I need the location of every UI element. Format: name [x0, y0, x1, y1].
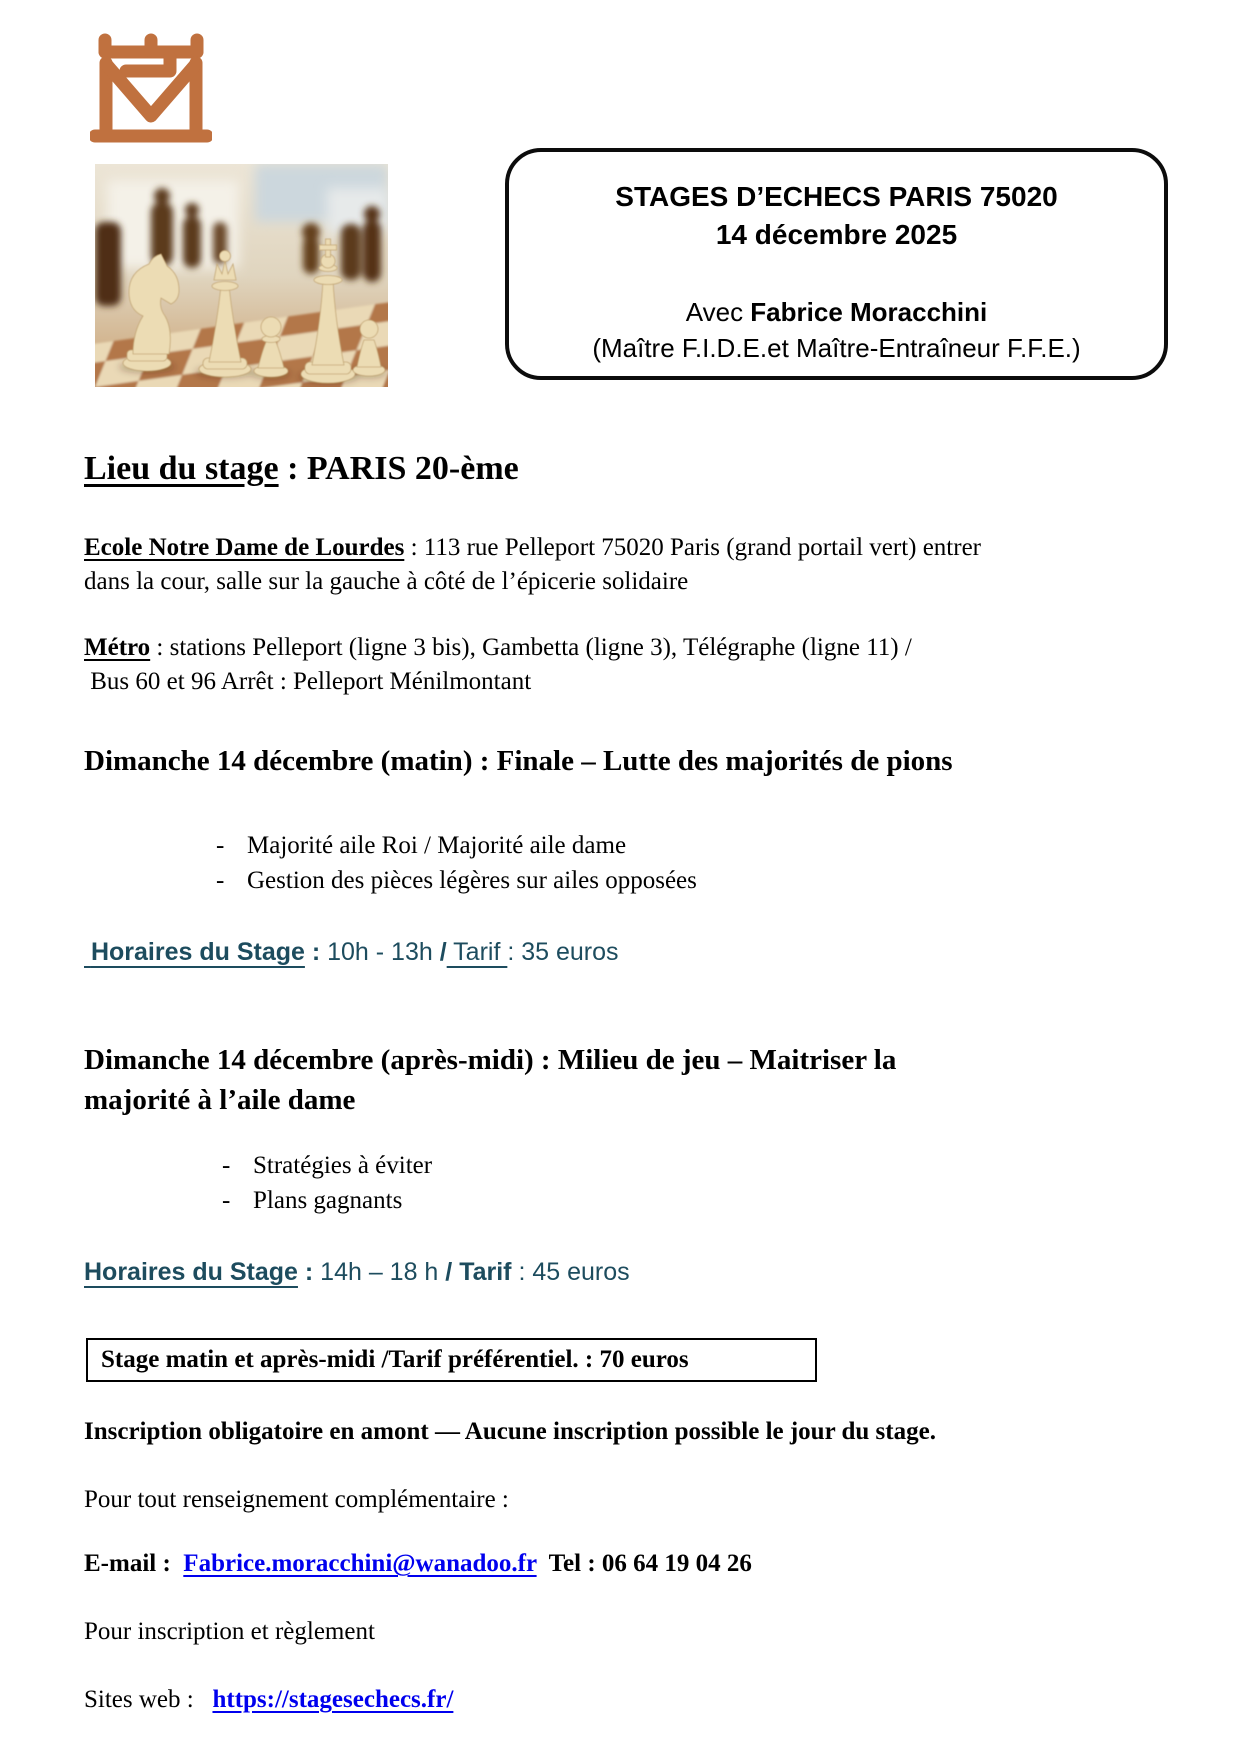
- colon: :: [297, 1258, 321, 1286]
- combined-offer-box: [86, 1338, 817, 1382]
- combined-offer-text: Stage matin et après-midi /Tarif préférentiel. : 70 euros: [101, 1346, 689, 1373]
- stage-title: STAGES D’ECHECS PARIS 75020: [615, 181, 1058, 212]
- presenter-credentials: (Maître F.I.D.E.et Maître-Entraîneur F.F.E.): [592, 333, 1081, 363]
- tarif-value: : 45 euros: [511, 1258, 630, 1286]
- list-item-text: Plans gagnants: [253, 1187, 403, 1214]
- slash: /: [439, 938, 447, 966]
- afternoon-session-heading: [84, 1040, 896, 1120]
- lead-space: [84, 938, 91, 966]
- school-label: Ecole Notre Dame de Lourdes: [84, 534, 405, 561]
- registration-notice: Inscription obligatoire en amont — Aucune inscription possible le jour du stage.: [84, 1418, 936, 1445]
- chess-pieces-photo: [95, 164, 388, 387]
- crown-icon: [105, 40, 197, 71]
- dash-bullet: -: [216, 832, 225, 859]
- afternoon-heading-line1: Dimanche 14 décembre (après-midi) : Milieu de jeu – Maitriser la: [84, 1044, 897, 1076]
- chess-club-logo-icon: [90, 30, 212, 144]
- website-link[interactable]: https://stagesechecs.fr/: [212, 1686, 454, 1713]
- avec-text: Avec: [685, 297, 751, 327]
- morning-session-heading: Dimanche 14 décembre (matin) : Finale – Lutte des majorités de pions: [84, 745, 953, 777]
- tarif-label: / Tarif: [445, 1258, 512, 1286]
- afternoon-session-list: [222, 1148, 432, 1218]
- afternoon-heading-line2: majorité à l’aile dame: [84, 1084, 356, 1116]
- title-box: [505, 148, 1168, 380]
- presenter-line: [509, 294, 1164, 330]
- school-address-line1: : 113 rue Pelleport 75020 Paris (grand portail vert) entrer: [404, 534, 981, 561]
- school-address-line2: dans la cour, salle sur la gauche à côté de l’épicerie solidaire: [84, 568, 689, 595]
- dash-bullet: -: [216, 867, 225, 894]
- metro-line1: : stations Pelleport (ligne 3 bis), Gambetta (ligne 3), Télégraphe (ligne 11) /: [150, 634, 912, 661]
- contact-intro: Pour tout renseignement complémentaire :: [84, 1486, 509, 1513]
- list-item: [216, 828, 697, 863]
- metro-label: Métro: [84, 634, 151, 661]
- list-item: [222, 1183, 432, 1218]
- list-item: [222, 1148, 432, 1183]
- schedule-label: Horaires du Stage: [84, 1258, 298, 1286]
- list-item-text: Majorité aile Roi / Majorité aile dame: [247, 832, 627, 859]
- dash-bullet: -: [222, 1152, 231, 1179]
- website-label: Sites web :: [84, 1686, 213, 1713]
- schedule-time: 14h – 18 h: [320, 1258, 446, 1286]
- contact-line: [84, 1550, 752, 1578]
- afternoon-schedule-line: [84, 1258, 630, 1287]
- schedule-label: Horaires du Stage: [90, 938, 305, 966]
- stage-date: 14 décembre 2025: [715, 219, 958, 250]
- location-heading: [84, 450, 519, 488]
- presenter-name: Fabrice Moracchini: [750, 297, 988, 327]
- dash-bullet: -: [222, 1187, 231, 1214]
- registration-line: Pour inscription et règlement: [84, 1618, 375, 1645]
- list-item-text: Gestion des pièces légères sur ailes opposées: [247, 867, 697, 894]
- school-address: [84, 531, 1134, 599]
- schedule-time: 10h - 13h: [327, 938, 440, 966]
- list-item-text: Stratégies à éviter: [253, 1152, 433, 1179]
- colon: :: [304, 938, 328, 966]
- morning-schedule-line: [84, 938, 619, 967]
- list-item: [216, 863, 697, 898]
- location-label: Lieu du stage: [84, 450, 279, 487]
- morning-session-list: [216, 828, 697, 898]
- tarif-label: Tarif: [446, 938, 508, 966]
- bus-line: Bus 60 et 96 Arrêt : Pelleport Ménilmontant: [84, 668, 532, 695]
- phone-number: Tel : 06 64 19 04 26: [536, 1550, 752, 1577]
- location-value: : PARIS 20-ème: [278, 450, 519, 487]
- tarif-value: : 35 euros: [507, 938, 619, 966]
- email-link[interactable]: Fabrice.moracchini@wanadoo.fr: [183, 1550, 537, 1577]
- website-line: [84, 1686, 453, 1714]
- transport-info: [84, 631, 1134, 699]
- email-label: E-mail :: [84, 1550, 184, 1577]
